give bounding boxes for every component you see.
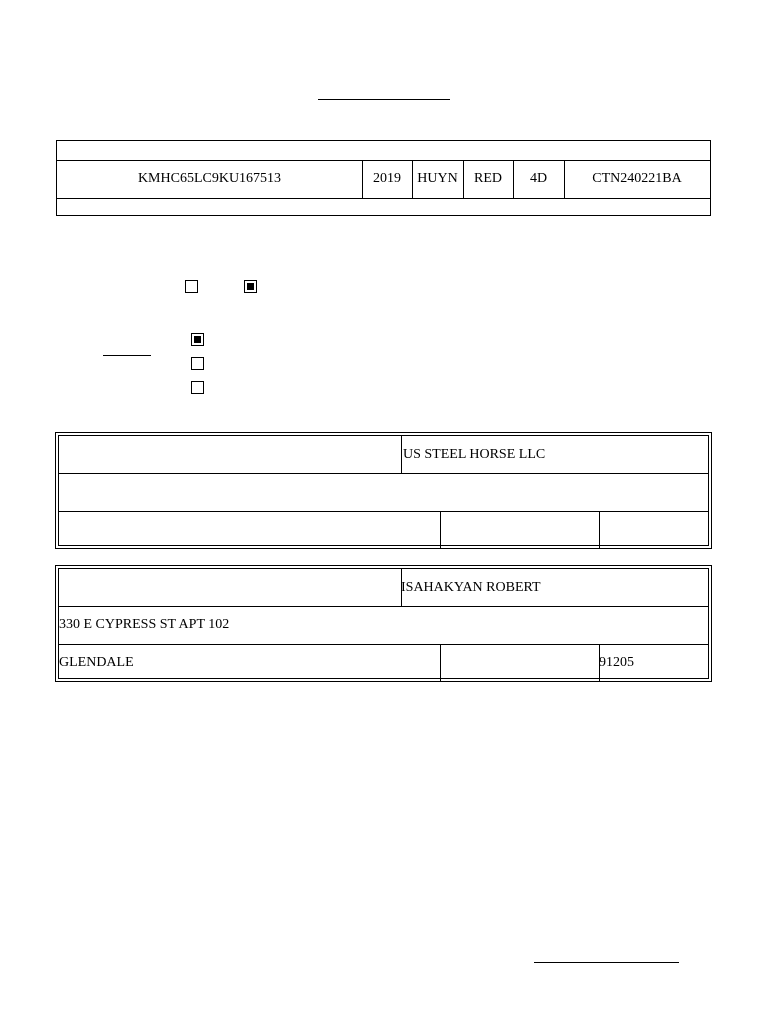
party-1-col-divider xyxy=(599,511,600,549)
party-1-table xyxy=(55,432,712,549)
party-2-address: 330 E CYPRESS ST APT 102 xyxy=(59,617,230,632)
title-underline xyxy=(318,99,450,100)
vehicle-body: 4D xyxy=(529,171,548,186)
option-b2-checkbox[interactable] xyxy=(191,357,204,370)
party-1-col-divider xyxy=(440,511,441,549)
vehicle-make: HUYN xyxy=(417,171,458,186)
party-2-table xyxy=(55,565,712,682)
option-a2-checkbox[interactable] xyxy=(244,280,257,293)
party-2-city: GLENDALE xyxy=(59,655,134,670)
vehicle-year: 2019 xyxy=(373,171,401,186)
party-2-name: ISAHAKYAN ROBERT xyxy=(401,580,541,595)
vehicle-color: RED xyxy=(474,171,502,186)
party-2-col-divider xyxy=(440,644,441,682)
vehicle-plate: CTN240221BA xyxy=(592,171,682,186)
signature-line xyxy=(534,962,679,963)
party-1-col-divider xyxy=(401,436,402,473)
vehicle-table xyxy=(56,140,711,216)
party-1-row-divider xyxy=(59,511,708,512)
option-b-underline xyxy=(103,355,151,356)
option-a1-checkbox[interactable] xyxy=(185,280,198,293)
party-1-row-divider xyxy=(59,473,708,474)
party-1-name: US STEEL HORSE LLC xyxy=(403,447,546,462)
party-2-zip: 91205 xyxy=(599,655,634,670)
option-b1-checkbox[interactable] xyxy=(191,333,204,346)
vehicle-table-footer-divider xyxy=(57,198,710,199)
vehicle-vin: KMHC65LC9KU167513 xyxy=(137,171,282,186)
option-b3-checkbox[interactable] xyxy=(191,381,204,394)
